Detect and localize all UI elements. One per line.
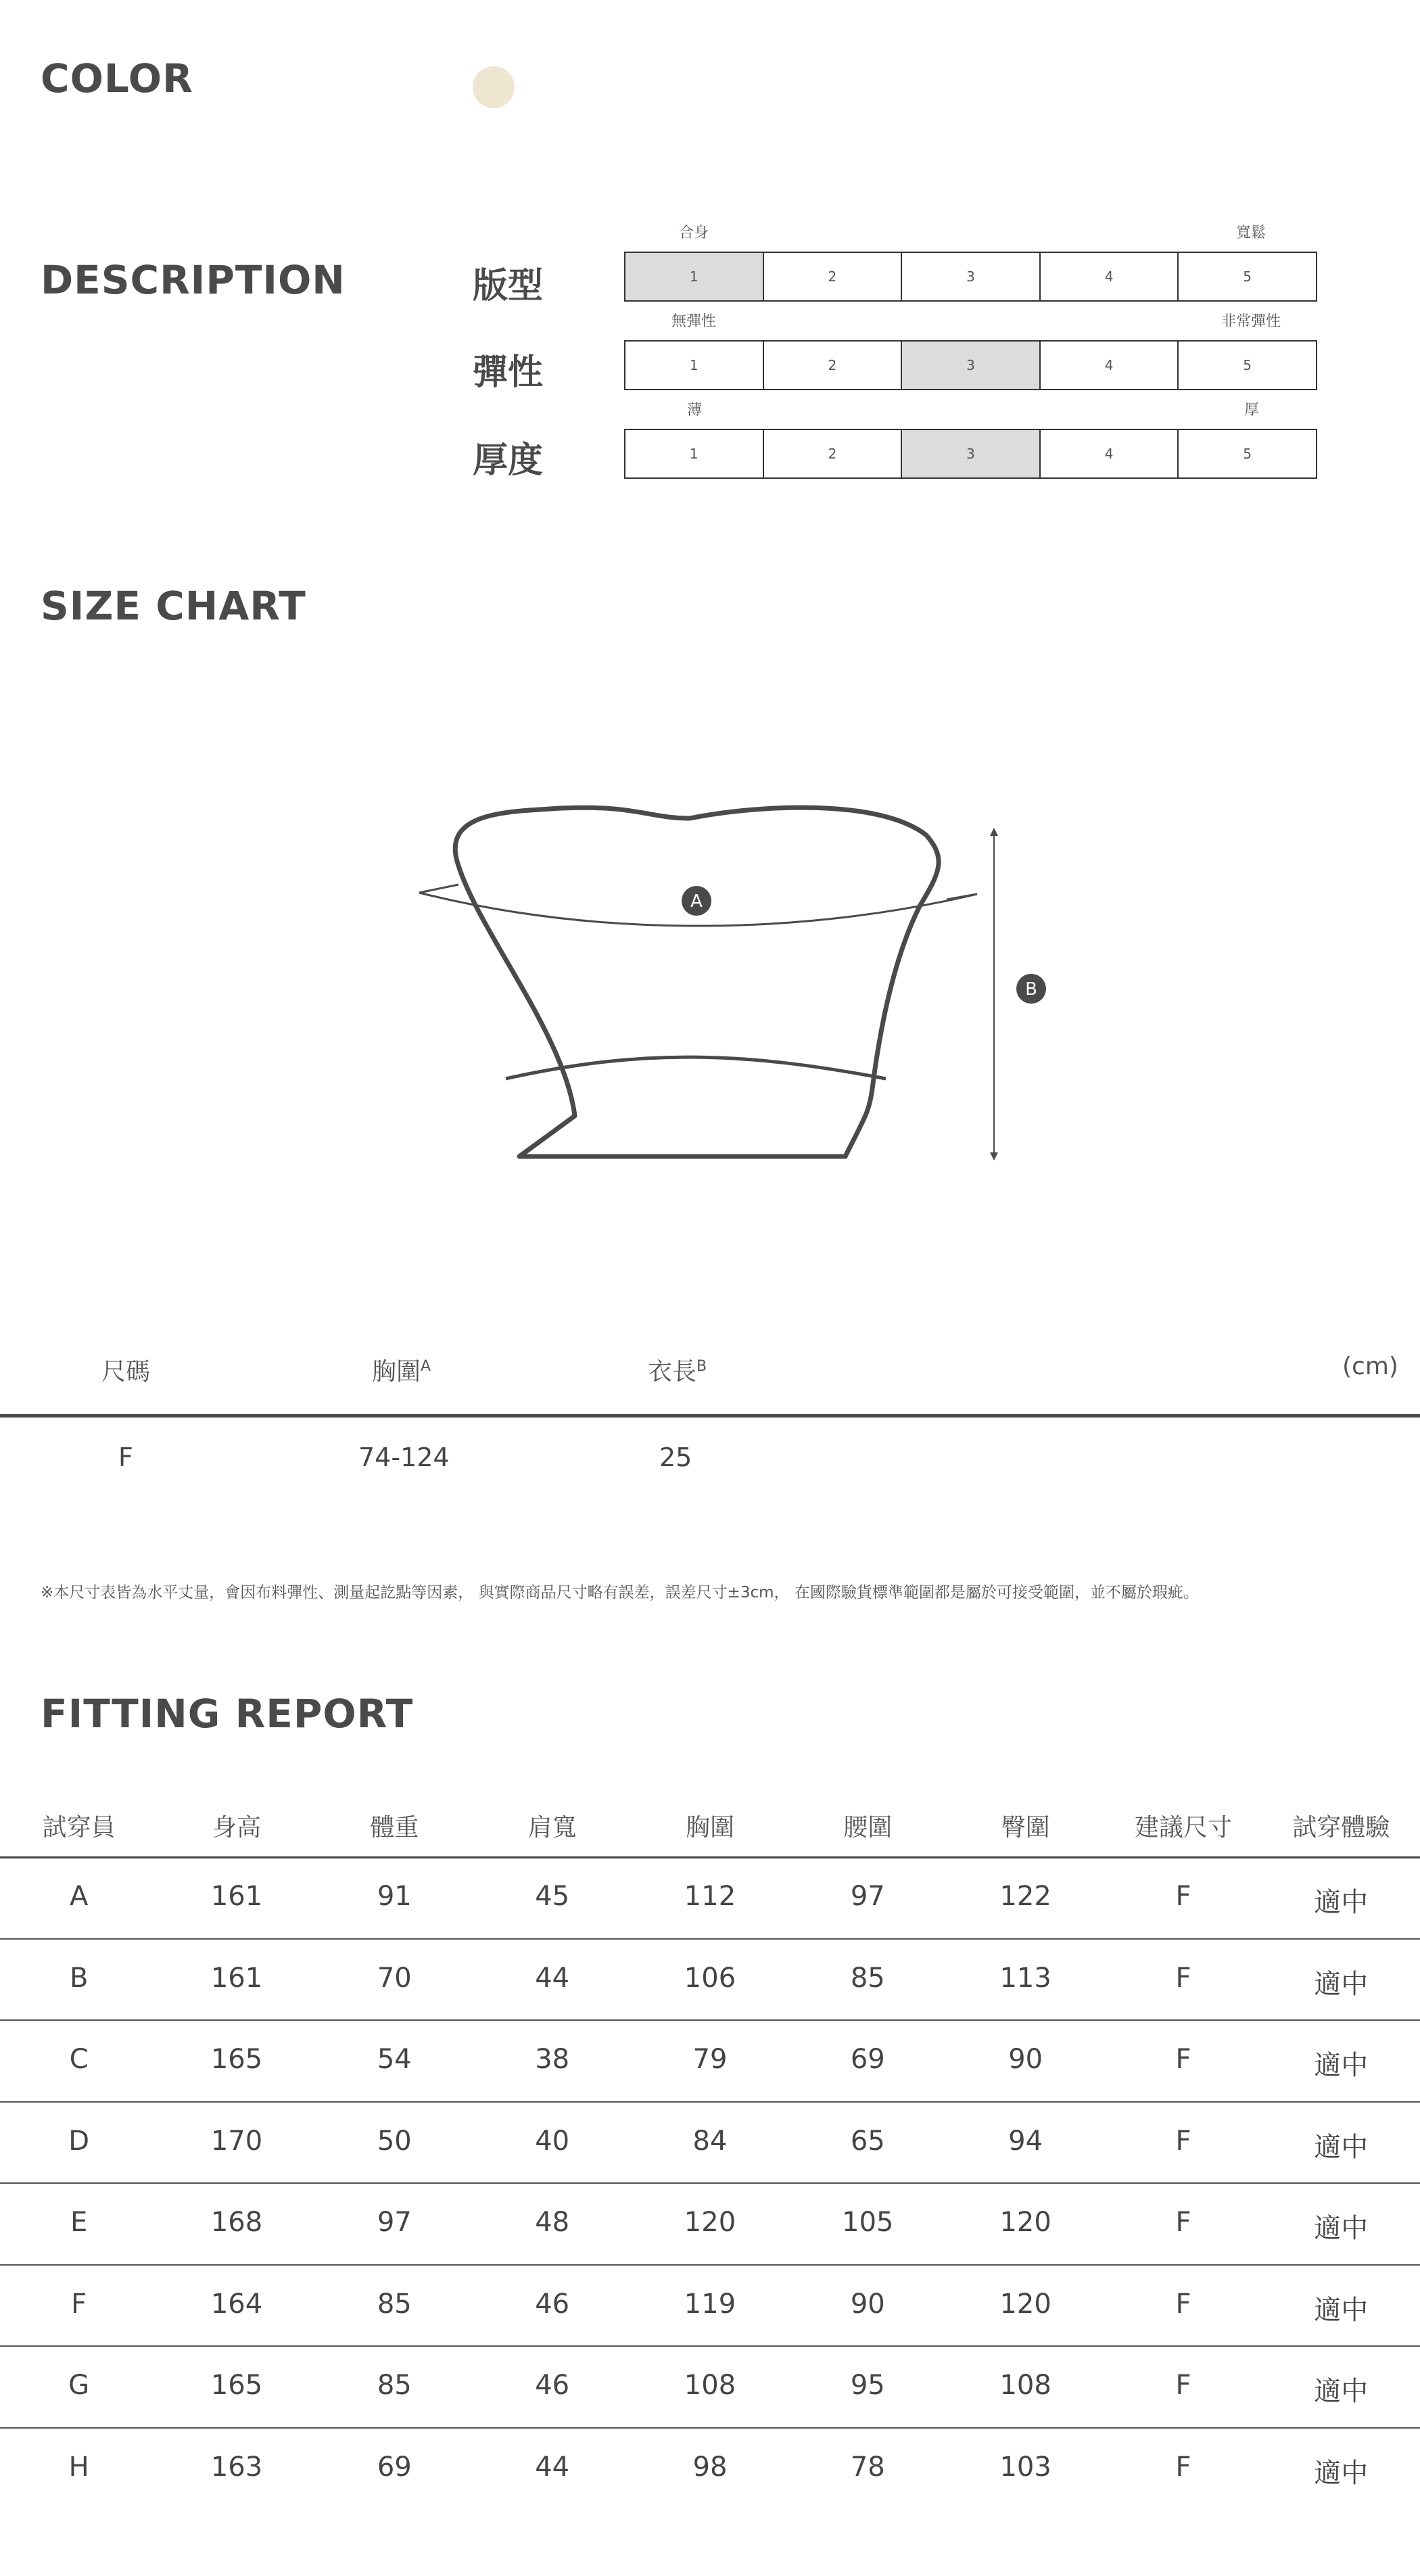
table-cell: 78 xyxy=(850,2451,885,2483)
table-cell: 46 xyxy=(535,2370,570,2401)
header-height: 身高 xyxy=(212,1814,261,1842)
table-cell: 170 xyxy=(210,2125,263,2157)
table-cell: 70 xyxy=(377,1962,412,1994)
header-hip: 臀圍 xyxy=(1001,1814,1050,1842)
table-cell: 69 xyxy=(377,2451,412,2483)
scale-cell: 5 xyxy=(1243,268,1252,285)
table-row xyxy=(0,1963,1420,2001)
table-cell: 108 xyxy=(999,2370,1051,2401)
table-cell: 90 xyxy=(1008,2044,1043,2075)
table-cell: 79 xyxy=(692,2044,728,2075)
table-cell: 46 xyxy=(535,2288,570,2320)
header-tester: 試穿員 xyxy=(42,1814,116,1842)
table-cell: 適中 xyxy=(1314,2457,1369,2489)
row-divider xyxy=(0,2345,1420,2347)
table-cell: 適中 xyxy=(1314,2131,1369,2163)
table-row xyxy=(0,2370,1420,2408)
scale-cell: 2 xyxy=(764,430,903,477)
thickness-label: 厚度 xyxy=(473,440,544,481)
table-row xyxy=(0,2289,1420,2327)
table-cell: F xyxy=(1175,2451,1191,2483)
table-cell: C xyxy=(69,2044,89,2075)
table-cell: 40 xyxy=(535,2125,570,2157)
table-row xyxy=(0,2126,1420,2164)
size-table-divider xyxy=(0,1414,1420,1418)
length-header: 衣長$^B$ xyxy=(648,1358,707,1386)
elasticity-right-label: 非常彈性 xyxy=(1221,313,1281,330)
row-divider xyxy=(0,2182,1420,2184)
unit-label: (cm) xyxy=(1342,1353,1398,1380)
scale-cell: 1 xyxy=(625,342,764,389)
table-cell: 45 xyxy=(535,1881,570,1912)
fit-right-label: 寬鬆 xyxy=(1236,225,1267,241)
color-swatch[interactable] xyxy=(473,66,515,108)
chest-value: 74-124 xyxy=(358,1443,450,1472)
size-note: ※本尺寸表皆為水平丈量，會因布料彈性、測量起訖點等因素， 與實際商品尺寸略有誤差，誤差尺寸±3cm， 在國際驗貨標準範圍都是屬於可接受範圍，並不屬於瑕疵。 xyxy=(41,1584,1199,1601)
table-row xyxy=(0,2452,1420,2490)
scale-cell: 3 xyxy=(902,430,1041,477)
table-cell: 38 xyxy=(535,2044,570,2075)
table-cell: 161 xyxy=(210,1962,263,1994)
scale-cell: 5 xyxy=(1243,446,1252,462)
table-cell: 適中 xyxy=(1314,2050,1369,2081)
marker-a-label: A xyxy=(690,891,703,912)
table-cell: 163 xyxy=(210,2451,263,2483)
table-cell: 適中 xyxy=(1314,1887,1369,1918)
table-cell: 44 xyxy=(535,2451,570,2483)
fit-label: 版型 xyxy=(473,266,544,306)
table-cell: 120 xyxy=(684,2207,736,2238)
table-cell: 95 xyxy=(850,2370,885,2401)
table-row xyxy=(0,2044,1420,2082)
table-cell: F xyxy=(1175,2125,1191,2157)
table-cell: F xyxy=(1175,1881,1191,1912)
thickness-scale xyxy=(624,429,1317,479)
table-cell: 168 xyxy=(210,2207,263,2238)
table-cell: 91 xyxy=(377,1881,412,1912)
garment-diagram xyxy=(406,798,1048,1177)
table-cell: F xyxy=(71,2288,87,2320)
fitting-report-title: FITTING REPORT xyxy=(41,1691,414,1737)
scale-cell: 4 xyxy=(1041,253,1179,300)
table-cell: 適中 xyxy=(1314,2294,1369,2326)
description-title: DESCRIPTION xyxy=(41,257,346,303)
table-cell: H xyxy=(68,2451,89,2483)
table-cell: 69 xyxy=(850,2044,885,2075)
table-cell: 103 xyxy=(999,2451,1051,2483)
table-cell: 85 xyxy=(850,1962,885,1994)
table-cell: 164 xyxy=(210,2288,263,2320)
row-divider xyxy=(0,2101,1420,2103)
table-cell: 105 xyxy=(842,2207,894,2238)
scale-cell: 3 xyxy=(902,253,1041,300)
scale-cell: 4 xyxy=(1041,430,1179,477)
header-chest: 胸圍 xyxy=(685,1814,734,1842)
table-cell: 98 xyxy=(692,2451,728,2483)
table-cell: 97 xyxy=(850,1881,885,1912)
table-cell: F xyxy=(1175,2044,1191,2075)
table-cell: D xyxy=(68,2125,90,2157)
garment-outline xyxy=(455,807,939,1156)
scale-cell: 1 xyxy=(625,253,764,300)
row-divider xyxy=(0,1856,1420,1858)
table-row xyxy=(0,2207,1420,2245)
table-cell: G xyxy=(68,2370,90,2401)
marker-b-label: B xyxy=(1025,979,1037,1000)
table-cell: F xyxy=(1175,2207,1191,2238)
thickness-right-label: 厚 xyxy=(1244,402,1260,419)
table-cell: 48 xyxy=(535,2207,570,2238)
table-cell: 54 xyxy=(377,2044,412,2075)
header-waist: 腰圍 xyxy=(843,1814,893,1842)
table-cell: 108 xyxy=(684,2370,736,2401)
fitting-header-row xyxy=(0,1808,1420,1843)
table-cell: 165 xyxy=(210,2370,263,2401)
header-fit-experience: 試穿體驗 xyxy=(1292,1814,1390,1842)
table-cell: 44 xyxy=(535,1962,570,1994)
size-header: 尺碼 xyxy=(101,1358,151,1386)
table-cell: 85 xyxy=(377,2288,412,2320)
scale-cell: 5 xyxy=(1243,357,1252,373)
fit-left-label: 合身 xyxy=(679,225,709,241)
row-divider xyxy=(0,2019,1420,2021)
header-suggested-size: 建議尺寸 xyxy=(1134,1814,1232,1842)
table-cell: F xyxy=(1175,1962,1191,1994)
length-value: 25 xyxy=(659,1443,692,1472)
scale-cell: 2 xyxy=(764,253,903,300)
table-cell: 85 xyxy=(377,2370,412,2401)
table-cell: 120 xyxy=(999,2288,1051,2320)
table-cell: 84 xyxy=(692,2125,728,2157)
table-cell: 97 xyxy=(377,2207,412,2238)
row-divider xyxy=(0,2264,1420,2266)
size-chart-title: SIZE CHART xyxy=(41,583,306,629)
table-cell: 50 xyxy=(377,2125,412,2157)
table-cell: 適中 xyxy=(1314,2376,1369,2407)
table-cell: 適中 xyxy=(1314,2213,1369,2244)
table-cell: 106 xyxy=(684,1962,736,1994)
elasticity-scale xyxy=(624,340,1317,390)
thickness-left-label: 薄 xyxy=(687,402,703,419)
row-divider xyxy=(0,2427,1420,2429)
elasticity-label: 彈性 xyxy=(473,352,544,393)
scale-cell: 1 xyxy=(625,430,764,477)
table-cell: 119 xyxy=(684,2288,736,2320)
table-cell: 65 xyxy=(850,2125,885,2157)
color-title: COLOR xyxy=(41,55,193,101)
size-value: F xyxy=(118,1443,133,1472)
table-cell: 90 xyxy=(850,2288,885,2320)
fit-scale xyxy=(624,252,1317,302)
table-cell: 122 xyxy=(999,1881,1051,1912)
table-cell: F xyxy=(1175,2370,1191,2401)
header-shoulder: 肩寬 xyxy=(527,1814,577,1842)
elasticity-left-label: 無彈性 xyxy=(671,313,717,330)
table-row xyxy=(0,1881,1420,1919)
table-cell: 120 xyxy=(999,2207,1051,2238)
chest-header: 胸圍$^A$ xyxy=(372,1358,431,1386)
table-cell: B xyxy=(69,1962,89,1994)
scale-cell: 2 xyxy=(764,342,903,389)
row-divider xyxy=(0,1938,1420,1940)
table-cell: A xyxy=(69,1881,89,1912)
table-cell: E xyxy=(70,2207,88,2238)
scale-cell: 3 xyxy=(902,342,1041,389)
table-cell: 94 xyxy=(1008,2125,1043,2157)
scale-cell: 4 xyxy=(1041,342,1179,389)
table-cell: 適中 xyxy=(1314,1968,1369,2000)
header-weight: 體重 xyxy=(370,1814,419,1842)
table-cell: 165 xyxy=(210,2044,263,2075)
table-cell: 161 xyxy=(210,1881,263,1912)
table-cell: 112 xyxy=(684,1881,736,1912)
table-cell: 113 xyxy=(999,1962,1051,1994)
table-cell: F xyxy=(1175,2288,1191,2320)
